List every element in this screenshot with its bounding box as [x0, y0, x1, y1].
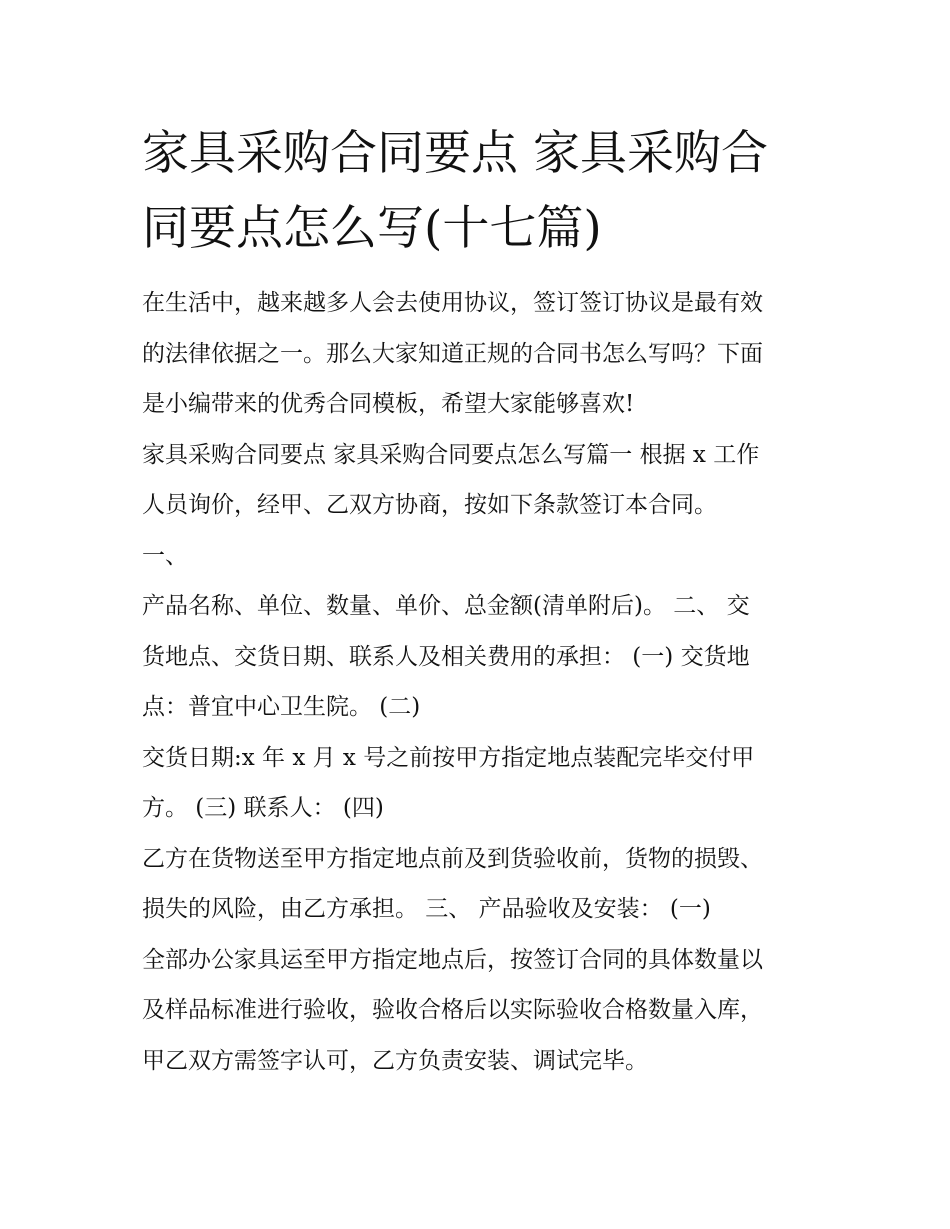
body-line: 在生活中，越来越多人会去使用协议，签订签订协议是最有效	[142, 290, 763, 316]
body-line: 产品名称、单位、数量、单价、总金额(清单附后)。 二、 交	[142, 593, 750, 619]
body-line: 点：普宜中心卫生院。 (二)	[142, 694, 421, 720]
body-line: 方。 (三) 联系人： (四)	[142, 795, 384, 821]
body-line: 交货日期:x 年 x 月 x 号之前按甲方指定地点装配完毕交付甲	[142, 744, 755, 771]
body-line: 的法律依据之一。那么大家知道正规的合同书怎么写吗？下面	[142, 340, 763, 367]
body-line: 全部办公家具运至甲方指定地点后，按签订合同的具体数量以	[142, 946, 763, 973]
document-title: 家具采购合同要点 家具采购合同要点怎么写(十七篇)	[142, 126, 768, 256]
body-line: 乙方在货物送至甲方指定地点前及到货验收前，货物的损毁、	[142, 845, 763, 872]
document-body	[142, 278, 814, 1086]
body-line: 一、	[142, 542, 188, 569]
body-line: 及样品标准进行验收，验收合格后以实际验收合格数量入库，	[142, 997, 763, 1023]
body-line: 是小编带来的优秀合同模板，希望大家能够喜欢!	[142, 391, 635, 417]
body-line: 损失的风险，由乙方承担。 三、 产品验收及安装： (一)	[142, 896, 711, 922]
body-line: 甲乙双方需签字认可，乙方负责安装、调试完毕。	[142, 1047, 648, 1074]
body-line: 货地点、交货日期、联系人及相关费用的承担： (一) 交货地	[142, 643, 750, 670]
document-page	[142, 116, 814, 1086]
body-line: 家具采购合同要点 家具采购合同要点怎么写篇一 根据 x 工作	[142, 441, 760, 468]
body-line: 人员询价，经甲、乙双方协商，按如下条款签订本合同。	[142, 492, 717, 518]
